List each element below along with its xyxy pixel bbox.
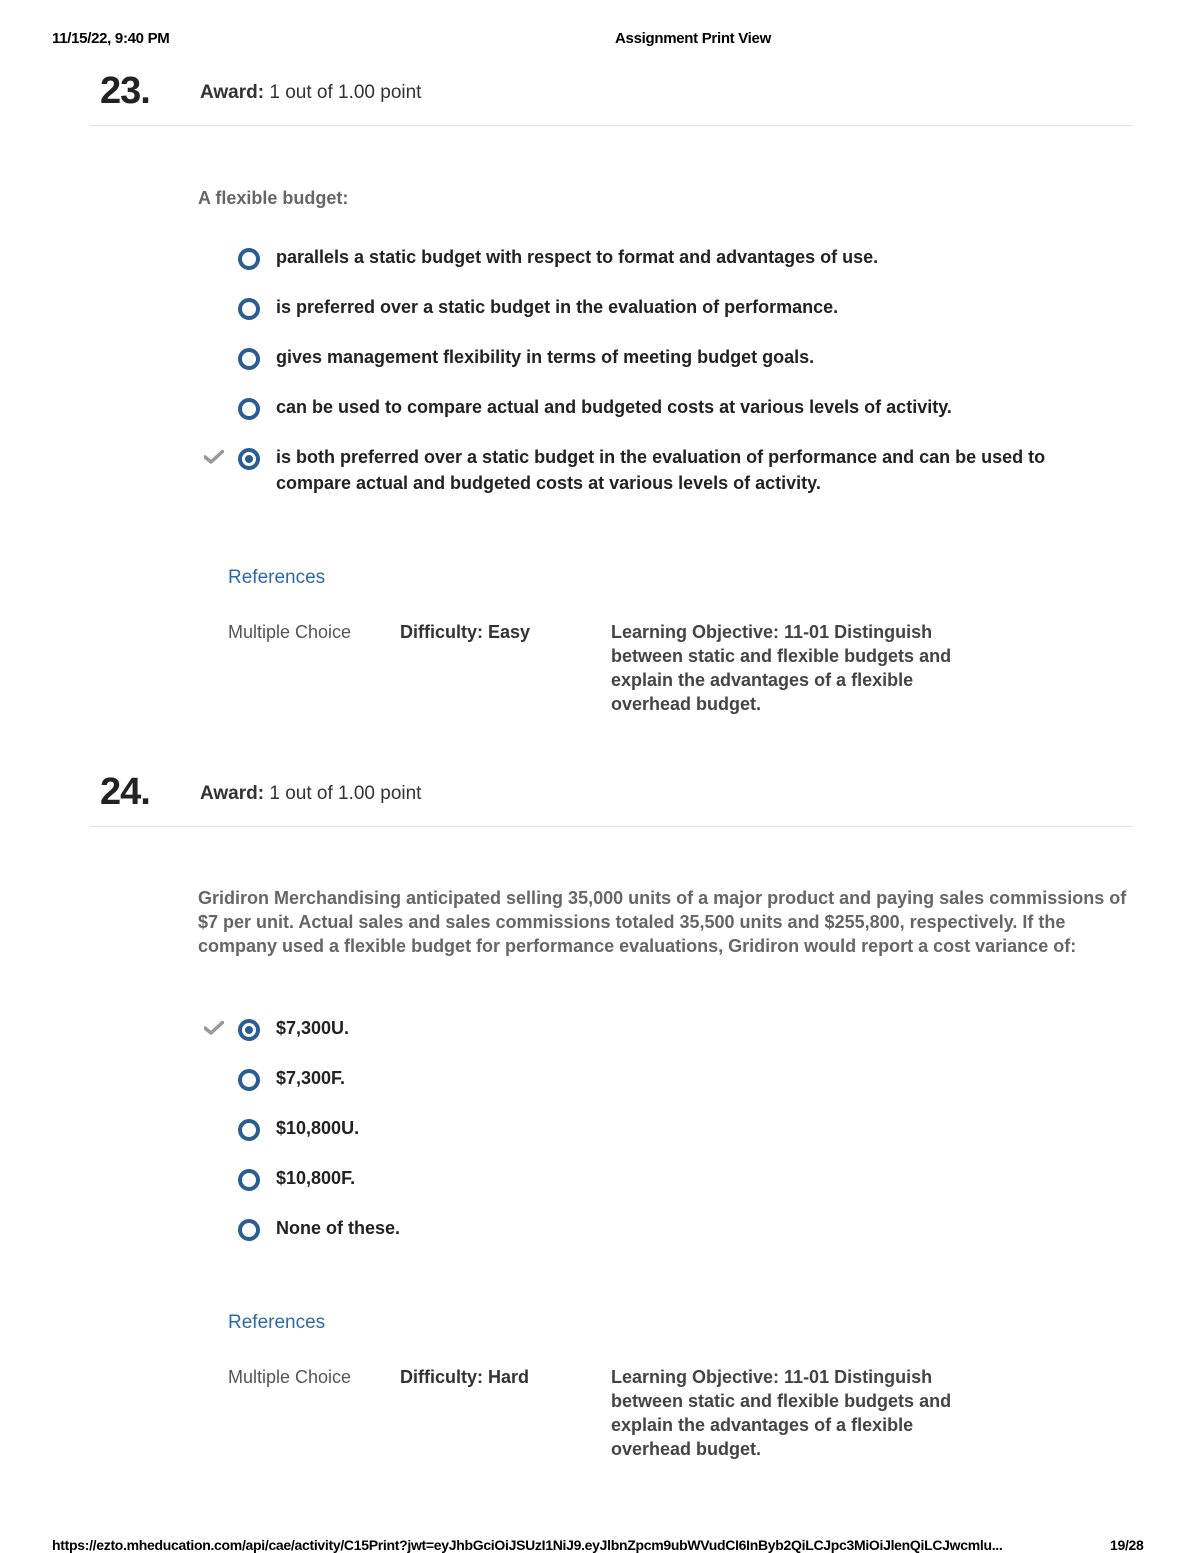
radio-button[interactable]	[238, 1119, 260, 1141]
references-link[interactable]: References	[228, 567, 326, 588]
radio-button[interactable]	[238, 398, 260, 420]
difficulty: Difficulty: Easy	[400, 622, 531, 642]
radio-button[interactable]	[238, 298, 260, 320]
checkmark-icon	[204, 450, 224, 464]
radio-button[interactable]	[238, 348, 260, 370]
question-number: 23.	[100, 70, 150, 112]
award-value: 1 out of 1.00 point	[269, 783, 422, 804]
award-line	[200, 783, 421, 805]
radio-button-selected[interactable]	[238, 1019, 260, 1041]
choice-text: $10,800U.	[276, 1118, 360, 1138]
print-title: Assignment Print View	[615, 30, 771, 47]
choice-text: $7,300F.	[276, 1068, 346, 1088]
choice-text: parallels a static budget with respect to format and advantages of use.	[276, 247, 879, 267]
radio-button[interactable]	[238, 1219, 260, 1241]
question-prompt: A flexible budget:	[198, 188, 349, 208]
choice-text: None of these.	[276, 1218, 401, 1238]
learning-objective: Learning Objective: 11-01 Distinguish between static and flexible budgets and explain the advantages of a flexible overhead budget.	[611, 1367, 952, 1459]
choice-text: $7,300U.	[276, 1018, 350, 1038]
radio-button-selected[interactable]	[238, 448, 260, 470]
references-link[interactable]: References	[228, 1312, 326, 1333]
question-number: 24.	[100, 771, 150, 813]
learning-objective: Learning Objective: 11-01 Distinguish between static and flexible budgets and explain the advantages of a flexible overhead budget.	[611, 622, 952, 714]
print-datetime: 11/15/22, 9:40 PM	[52, 30, 170, 47]
question-type: Multiple Choice	[228, 622, 352, 642]
divider	[90, 826, 1133, 827]
award-line	[200, 82, 421, 104]
choice-text: $10,800F.	[276, 1168, 356, 1188]
award-label: Award:	[200, 82, 265, 103]
choice-text: is preferred over a static budget in the evaluation of performance.	[276, 297, 839, 317]
radio-button[interactable]	[238, 248, 260, 270]
radio-button[interactable]	[238, 1169, 260, 1191]
question-prompt: Gridiron Merchandising anticipated selling 35,000 units of a major product and paying sales commissions of $7 per unit. Actual sales and sales commissions totaled 35,500 units and $255,800, respectively. If the company used a flexible budget for performance evaluations, Gridiron would report a cost variance of:	[198, 888, 1127, 956]
award-value: 1 out of 1.00 point	[269, 82, 422, 103]
radio-button[interactable]	[238, 1069, 260, 1091]
choice-text: can be used to compare actual and budgeted costs at various levels of activity.	[276, 397, 952, 417]
difficulty: Difficulty: Hard	[400, 1367, 530, 1387]
award-label: Award:	[200, 783, 265, 804]
question-type: Multiple Choice	[228, 1367, 352, 1387]
choice-text: is both preferred over a static budget in the evaluation of performance and can be used to compare actual and budgeted costs at various levels of activity.	[276, 447, 1046, 493]
choice-text: gives management flexibility in terms of meeting budget goals.	[276, 347, 815, 367]
page-number: 19/28	[1110, 1537, 1144, 1553]
checkmark-icon	[204, 1021, 224, 1035]
print-url: https://ezto.mheducation.com/api/cae/activity/C15Print?jwt=eyJhbGciOiJSUzI1NiJ9.eyJlbnZpcm9ubWVudCI6InByb2QiLCJpc3MiOiJlenQiLCJwcmlu...	[52, 1537, 1003, 1553]
divider	[90, 125, 1133, 126]
